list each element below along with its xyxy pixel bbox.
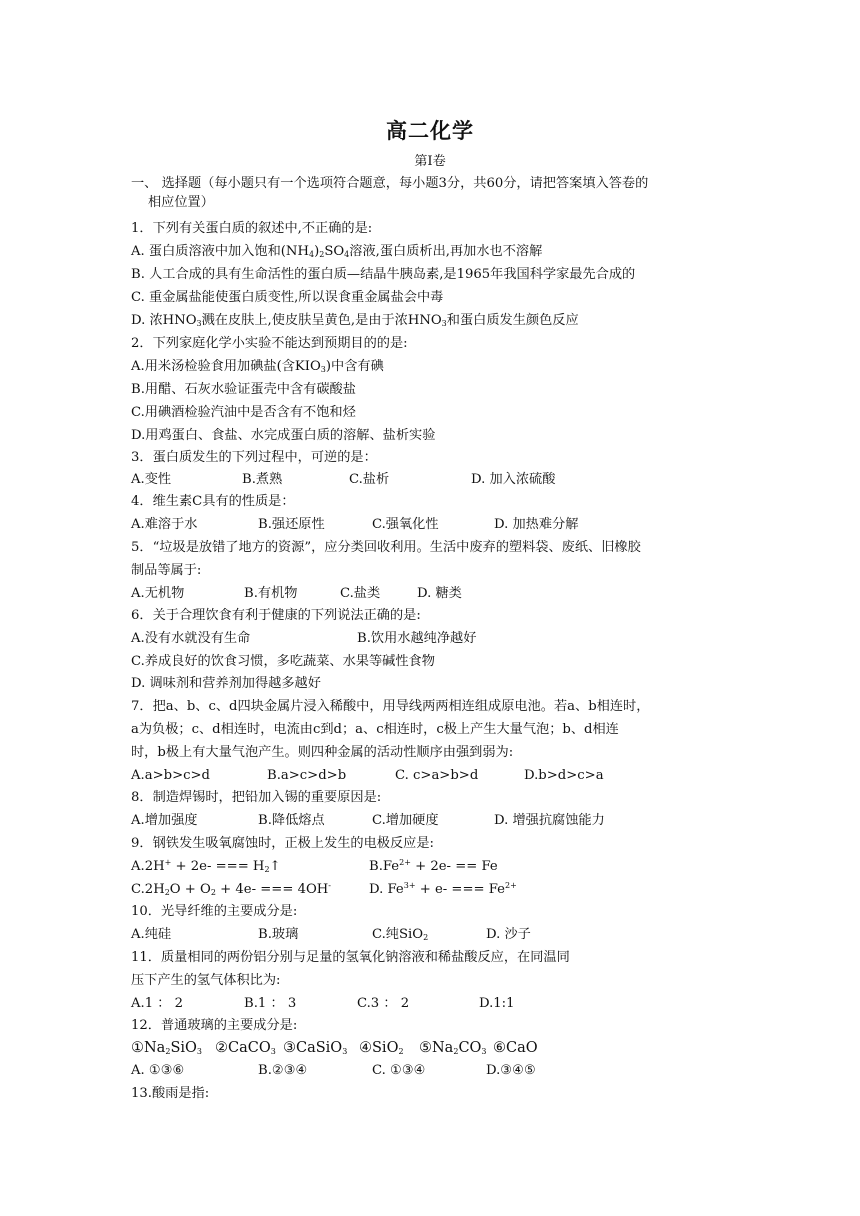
question-12-option-b: B.②③④: [258, 1063, 308, 1078]
question-7-stem: 7．把a、b、c、d四块金属片浸入稀酸中，用导线两两相连组成原电池。若a、b相连时，: [131, 699, 650, 714]
question-12-option-a: A. ①③⑥: [131, 1063, 185, 1078]
question-4-option-c: C.强氧化性: [372, 517, 439, 532]
question-3-option-a: A.变性: [131, 472, 172, 487]
question-12-option-d: D.③④⑤: [486, 1063, 536, 1078]
question-9-option-d: D. $Fe^{3+} + e-$ === $Fe^{2+}$: [369, 881, 517, 897]
question-5-stem: 5．“垃圾是放错了地方的资源”，应分类回收利用。生活中废弃的塑料袋、废纸、旧橡胶: [131, 540, 641, 555]
question-6-stem: 6．关于合理饮食有利于健康的下列说法正确的是:: [131, 608, 421, 623]
question-1-option-d: D. 浓$HNO_3$溅在皮肤上,使皮肤呈黄色,是由于浓$HNO_3$和蛋白质发生颜色反应: [131, 313, 579, 328]
question-11-stem: 11．质量相同的两份铝分别与足量的氢氧化钠溶液和稀盐酸反应，在同温同: [131, 950, 570, 965]
question-1-option-b: B. 人工合成的具有生命活性的蛋白质—结晶牛胰岛素,是1965年我国科学家最先合成的: [131, 267, 636, 282]
question-12-item-1: $①Na_2SiO_3$: [131, 1040, 202, 1056]
question-9-option-c: $C.2H_2O + O_2 + 4e-$ === 4OH-: [131, 881, 331, 897]
question-7-option-b: B.a>c>d>b: [267, 768, 347, 783]
question-7-option-d: D.b>d>c>a: [524, 768, 604, 783]
question-8-option-b: B.降低熔点: [258, 813, 325, 828]
question-5-stem-cont: 制品等属于:: [131, 563, 202, 578]
question-4-option-d: D. 加热难分解: [494, 517, 579, 532]
question-4-option-b: B.强还原性: [258, 517, 325, 532]
part-heading-cont: 相应位置）: [148, 195, 214, 210]
question-8-option-c: C.增加硬度: [372, 813, 439, 828]
question-8-option-d: D. 增强抗腐蚀能力: [494, 813, 605, 828]
question-13-stem: 13.酸雨是指:: [131, 1086, 210, 1101]
question-6-option-c: C.养成良好的饮食习惯，多吃蔬菜、水果等碱性食物: [131, 654, 435, 669]
question-11-option-c: C.3 ： 2: [357, 996, 410, 1011]
question-10-option-d: D. 沙子: [486, 927, 531, 942]
question-1-option-c: C. 重金属盐能使蛋白质变性,所以误食重金属盐会中毒: [131, 290, 444, 305]
question-3-option-b: B.煮熟: [242, 472, 283, 487]
question-7-option-a: A.a>b>c>d: [131, 768, 210, 783]
question-12-item-2: ②CaCO$_3$: [215, 1040, 276, 1056]
question-11-option-d: D.1:1: [479, 996, 515, 1011]
question-8-stem: 8．制造焊锡时，把铅加入锡的重要原因是:: [131, 790, 382, 805]
question-3-option-d: D. 加入浓硫酸: [471, 472, 556, 487]
question-6-option-b: B.饮用水越纯净越好: [357, 631, 477, 646]
question-12-item-6: ⑥CaO: [493, 1040, 538, 1056]
question-3-stem: 3．蛋白质发生的下列过程中，可逆的是：: [131, 450, 377, 465]
page-title: 高二化学: [386, 119, 474, 143]
question-1-option-a: A. 蛋白质溶液中加入饱和$(NH_4)_2SO_4$溶液,蛋白质析出,再加水也不溶解: [131, 244, 543, 259]
question-11-stem-cont: 压下产生的氢气体积比为:: [131, 973, 281, 988]
question-10-option-a: A.纯硅: [131, 927, 172, 942]
part-heading: 一、 选择题（每小题只有一个选项符合题意，每小题3分，共60分，请把答案填入答卷的: [131, 176, 649, 191]
question-2-option-c: C.用碘酒检验汽油中是否含有不饱和烃: [131, 405, 356, 420]
question-3-option-c: C.盐析: [349, 472, 390, 487]
question-5-option-a: A.无机物: [131, 586, 185, 601]
question-7-stem-cont-1: a为负极；c、d相连时，电流由c到d；a、c相连时，c极上产生大量气泡；b、d相连: [131, 722, 619, 737]
question-12-option-c: C. ①③④: [372, 1063, 426, 1078]
question-4-option-a: A.难溶于水: [131, 517, 198, 532]
question-9-option-b: $B.Fe^{2+} + 2e- == Fe$: [369, 858, 498, 874]
question-9-option-a: A.2H+ + 2e- === $H_2↑$: [131, 858, 281, 874]
question-12-item-5: $⑤Na_2CO_3$: [419, 1040, 487, 1056]
question-11-option-b: B.1 ： 3: [244, 996, 297, 1011]
question-7-option-c: C. c>a>b>d: [395, 768, 479, 783]
question-12-stem: 12．普通玻璃的主要成分是:: [131, 1018, 298, 1033]
question-4-stem: 4．维生素C具有的性质是：: [131, 494, 295, 509]
question-5-option-d: D. 糖类: [417, 586, 462, 601]
section-label: 第Ⅰ卷: [414, 154, 446, 169]
question-10-option-b: B.玻璃: [258, 927, 299, 942]
question-6-option-d: D. 调味剂和营养剂加得越多越好: [131, 676, 321, 691]
question-5-option-c: C.盐类: [340, 586, 381, 601]
question-2-option-d: D.用鸡蛋白、食盐、水完成蛋白质的溶解、盐析实验: [131, 428, 436, 443]
question-10-option-c: C.纯SiO$_2$: [372, 927, 429, 942]
question-9-stem: 9．钢铁发生吸氧腐蚀时，正极上发生的电极反应是:: [131, 836, 434, 851]
question-2-option-a: A.用米汤检验食用加碘盐(含$KIO_3$)中含有碘: [131, 359, 384, 374]
question-10-stem: 10．光导纤维的主要成分是:: [131, 904, 298, 919]
question-7-stem-cont-2: 时，b极上有大量气泡产生。则四种金属的活动性顺序由强到弱为:: [131, 745, 514, 760]
question-12-item-3: ③CaSiO$_3$: [283, 1040, 348, 1056]
question-8-option-a: A.增加强度: [131, 813, 198, 828]
question-11-option-a: A.1 ： 2: [131, 996, 184, 1011]
question-1-stem: 1．下列有关蛋白质的叙述中,不正确的是:: [131, 221, 373, 236]
question-6-option-a: A.没有水就没有生命: [131, 631, 251, 646]
question-5-option-b: B.有机物: [244, 586, 298, 601]
question-2-stem: 2．下列家庭化学小实验不能达到预期目的的是:: [131, 336, 408, 351]
question-2-option-b: B.用醋、石灰水验证蛋壳中含有碳酸盐: [131, 382, 356, 397]
question-12-item-4: ④SiO$_2$: [359, 1040, 404, 1056]
